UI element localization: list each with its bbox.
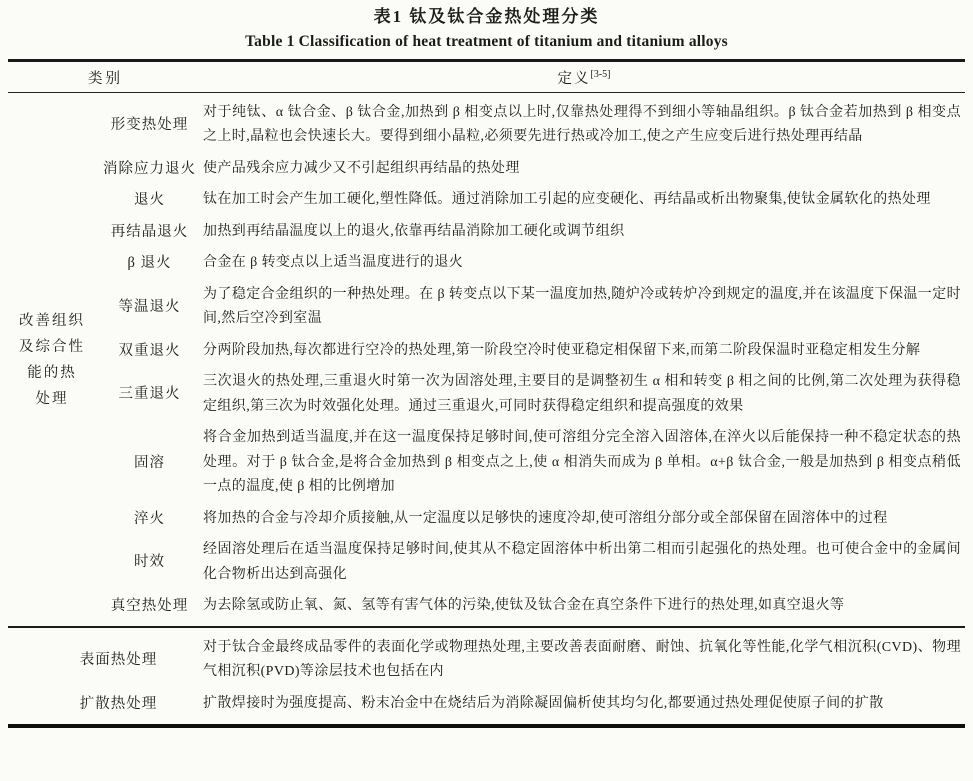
table-row [96, 335, 965, 367]
table-row [8, 632, 965, 688]
category-cell: 再结晶退火 [110, 223, 189, 240]
category-cell: 表面热处理 [79, 651, 158, 668]
table-title-english: Table 1 Classification of heat treatment of titanium and titanium alloys [245, 33, 728, 50]
table-row [8, 688, 965, 720]
definition-cell: 使产品残余应力减少又不引起组织再结晶的热处理 [203, 160, 520, 176]
group-rows [96, 97, 965, 622]
reference-superscript: [3-5] [590, 68, 611, 80]
table-title-chinese: 表1 钛及钛合金热处理分类 [373, 7, 600, 26]
group-label-line: 处理 [35, 390, 69, 407]
group-label-line: 及综合性 [19, 338, 85, 355]
table-row [96, 279, 965, 335]
category-cell: 固溶 [134, 454, 165, 471]
definition-cell: 经固溶处理后在适当温度保持足够时间,使其从不稳定固溶体中析出第二相而引起强化的热处理。也可使合金中的金属间化合物析出达到高强化 [203, 542, 961, 582]
definition-cell: 扩散焊接时为强度提高、粉末冶金中在烧结后为消除凝固偏析使其均匀化,都要通过热处理促使原子间的扩散 [203, 695, 884, 711]
definition-cell: 为了稳定合金组织的一种热处理。在 β 转变点以下某一温度加热,随炉冷或转炉冷到规定的温度,并在该温度下保温一定时间,然后空冷到室温 [203, 286, 961, 326]
table-row [96, 153, 965, 185]
table-row [96, 535, 965, 591]
category-cell: 等温退火 [118, 298, 181, 315]
category-cell: 消除应力退火 [103, 160, 196, 177]
category-cell: 淬火 [134, 510, 165, 527]
definition-cell: 将合金加热到适当温度,并在这一温度保持足够时间,使可溶组分完全溶入固溶体,在淬火以后能保持一种不稳定状态的热处理。对于 β 钛合金,是将合金加热到 β 相变点之上,使 α 相消失而成为 β 单相。α+β 钛合金,一般是加热到 β 相变点稍低一点的温度,使 β 相的比例增加 [203, 430, 961, 494]
category-cell: 双重退火 [118, 342, 181, 359]
category-cell: 三重退火 [118, 386, 181, 403]
table-row [96, 185, 965, 217]
definition-cell: 钛在加工时会产生加工硬化,塑性降低。通过消除加工引起的应变硬化、再结晶或析出物聚集,使钛金属软化的热处理 [203, 192, 931, 207]
group-label-line: 能的热 [27, 364, 77, 381]
definition-cell: 为去除氢或防止氧、氮、氢等有害气体的污染,使钛及钛合金在真空条件下进行的热处理,如真空退火等 [203, 598, 845, 613]
category-cell: 退火 [134, 192, 165, 208]
table-row [96, 423, 965, 504]
definition-cell: 对于纯钛、α 钛合金、β 钛合金,加热到 β 相变点以上时,仅靠热处理得不到细小等轴晶组织。β 钛合金若加热到 β 相变点之上时,晶粒也会快速长大。要得到细小晶粒,必须要先进行热或冷加工,使之产生应变后进行热处理再结晶 [203, 104, 961, 144]
table-header-row [8, 62, 965, 93]
definition-cell: 加热到再结晶温度以上的退火,依靠再结晶消除加工硬化或调节组织 [203, 223, 625, 239]
table-row [96, 591, 965, 623]
table-row [96, 503, 965, 535]
tail-section [8, 628, 965, 724]
definition-cell: 分两阶段加热,每次都进行空冷的热处理,第一阶段空冷时使亚稳定相保留下来,而第二阶段保温时亚稳定相发生分解 [203, 342, 921, 358]
header-category: 类别 [88, 70, 123, 87]
definition-cell: 合金在 β 转变点以上适当温度进行的退火 [203, 255, 464, 270]
classification-table [8, 59, 965, 728]
table-row [96, 216, 965, 248]
category-cell: 真空热处理 [110, 598, 189, 614]
definition-cell: 对于钛合金最终成品零件的表面化学或物理热处理,主要改善表面耐磨、耐蚀、抗氧化等性能,化学气相沉积(CVD)、物理气相沉积(PVD)等涂层技术也包括在内 [203, 639, 961, 679]
header-definition [203, 67, 965, 88]
category-cell: 扩散热处理 [79, 695, 158, 712]
header-definition-label: 定义 [557, 70, 591, 87]
table-row [96, 367, 965, 423]
table-row [96, 248, 965, 280]
category-cell: 时效 [134, 554, 165, 571]
group-section-microstructure [8, 93, 965, 628]
table-row [96, 97, 965, 153]
group-label [8, 97, 96, 622]
category-cell: β 退火 [127, 255, 172, 271]
definition-cell: 将加热的合金与冷却介质接触,从一定温度以足够快的速度冷却,使可溶组分部分或全部保留在固溶体中的过程 [203, 510, 888, 526]
definition-cell: 三次退火的热处理,三重退火时第一次为固溶处理,主要目的是调整初生 α 相和转变 β 相之间的比例,第二次处理为获得稳定组织,第三次为时效强化处理。通过三重退火,可同时获得稳定组织和提高强度的效果 [203, 374, 961, 414]
group-label-line: 改善组织 [19, 312, 85, 329]
category-cell: 形变热处理 [110, 116, 189, 133]
